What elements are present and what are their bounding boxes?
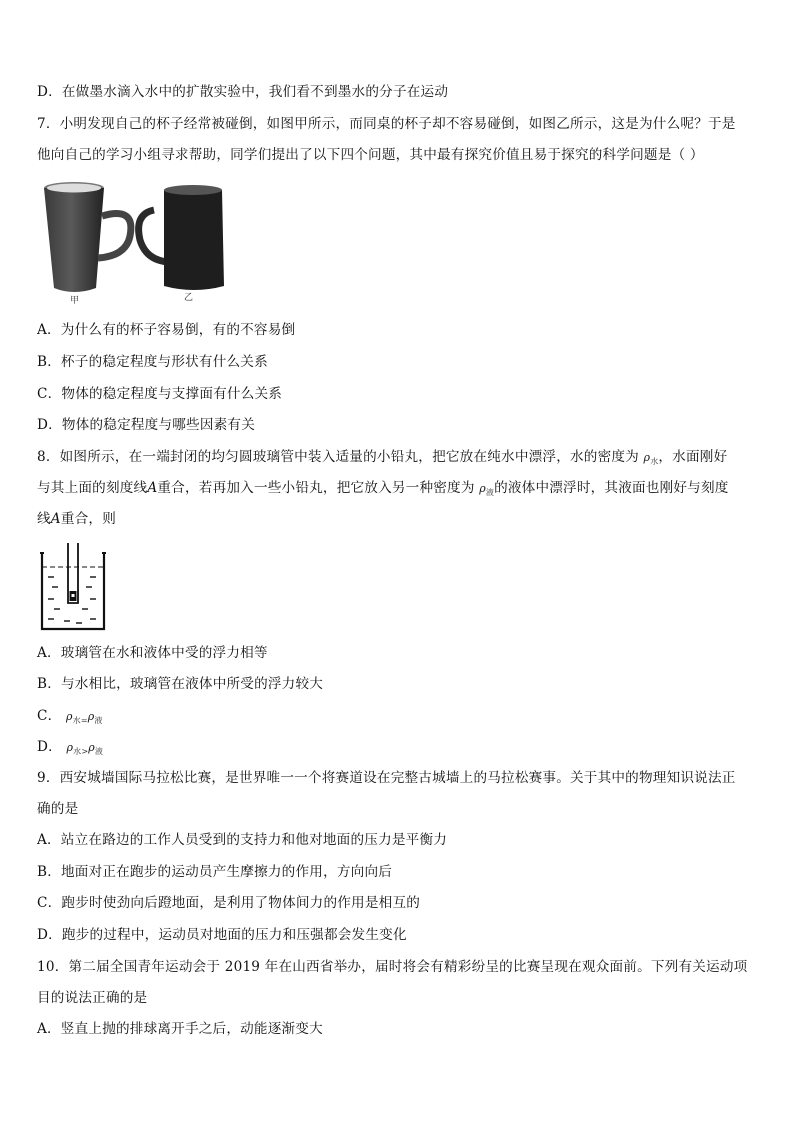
water-subscript: 水 [73,747,82,756]
q8-stem-line2 [37,478,729,503]
q8-option-a: A．玻璃管在水和液体中受的浮力相等 [37,645,268,661]
cup-jia-image [44,182,131,292]
q9-option-a: A．站立在路边的工作人员受到的支持力和他对地面的压力是平衡力 [37,832,448,848]
q7-option-a: A．为什么有的杯子容易倒，有的不容易倒 [37,322,296,338]
rho-symbol: ρ [643,451,651,464]
rho-symbol: ρ [66,741,74,754]
scale-mark-a: A [147,480,158,496]
q8-option-d [37,737,103,762]
liquid-subscript: 液 [485,488,495,497]
cup-yi-caption: 乙 [184,293,194,303]
q8-option-c [37,706,103,731]
q8-stem-line2-head: 与其上面的刻度线 [37,480,148,496]
rho-symbol: ρ [65,710,73,723]
q9-option-c: C．跑步时使劲向后蹬地面，是利用了物体间力的作用是相互的 [37,895,421,911]
q8-stem-line2-mid: 重合，若再加入一些小铅丸，把它放入另一种密度为 [157,480,475,496]
q9-option-b: B．地面对正在跑步的运动员产生摩擦力的作用，方向向后 [37,864,393,880]
scale-mark-a: A [50,511,61,527]
rho-symbol: ρ [479,482,486,495]
q9-stem-line1: 9．西安城墙国际马拉松比赛，是世界唯一一个将赛道设在完整古城墙上的马拉松赛事。关于其中的物理知识说法正 [37,770,736,786]
q10-option-a: A．竖直上抛的排球离开手之后，动能逐渐变大 [37,1021,323,1037]
liquid-subscript: 液 [94,716,103,725]
q8-stem-line1-text: 8．如图所示，在一端封闭的均匀圆玻璃管中装入适量的小铅丸，把它放在纯水中漂浮，水的密度为 [37,449,639,465]
q8-option-b: B．与水相比，玻璃管在液体中所受的浮力较大 [37,676,324,692]
q7-stem-line1: 7．小明发现自己的杯子经常被碰倒，如图甲所示，而同桌的杯子却不容易碰倒，如图乙所示，这是为什么呢？于是 [37,116,736,132]
q8-stem-line3-head: 线 [37,511,51,527]
water-subscript: 水 [650,457,659,466]
q8-stem-line1 [37,447,727,472]
q8-stem-line3 [37,509,116,529]
q9-option-d: D．跑步的过程中，运动员对地面的压力和压强都会发生变化 [37,927,407,943]
q9-stem-line2: 确的是 [37,801,79,817]
q6-option-d: D．在做墨水滴入水中的扩散实验中，我们看不到墨水的分子在运动 [37,84,449,100]
q7-option-d: D．物体的稳定程度与哪些因素有关 [37,417,256,433]
cup-jia-caption: 甲 [70,296,80,306]
liquid-subscript: 液 [94,747,104,756]
q7-option-b: B．杯子的稳定程度与形状有什么关系 [37,354,268,370]
equals-sign: = [80,716,88,725]
q7-option-c: C．物体的稳定程度与支撑面有什么关系 [37,386,283,402]
q10-stem-line1: 10．第二届全国青年运动会于 2019 年在山西省举办，届时将会有精彩纷呈的比赛呈现在观众面前。下列有关运动项 [37,959,748,975]
q8-stem-line2-tail: 的液体中漂浮时，其液面也刚好与刻度 [494,480,729,496]
q8-option-d-label: D． [37,739,62,755]
q8-option-c-label: C． [37,708,62,724]
beaker-tube-figure [38,543,108,633]
rho-symbol: ρ [88,741,95,754]
cups-figure [36,178,236,308]
q7-stem-line2: 他向自己的学习小组寻求帮助，同学们提出了以下四个问题，其中最有探究价值且易于探究的科学问题是（ ） [37,147,704,163]
rho-symbol: ρ [87,710,95,723]
q8-stem-line3-tail: 重合，则 [60,511,117,527]
cup-yi-image [139,185,224,290]
greater-than-sign: > [81,747,89,756]
q8-stem-line1-tail: ，水面刚好 [658,449,728,465]
q10-stem-line2: 目的说法正确的是 [37,990,148,1006]
water-subscript: 水 [72,716,81,725]
